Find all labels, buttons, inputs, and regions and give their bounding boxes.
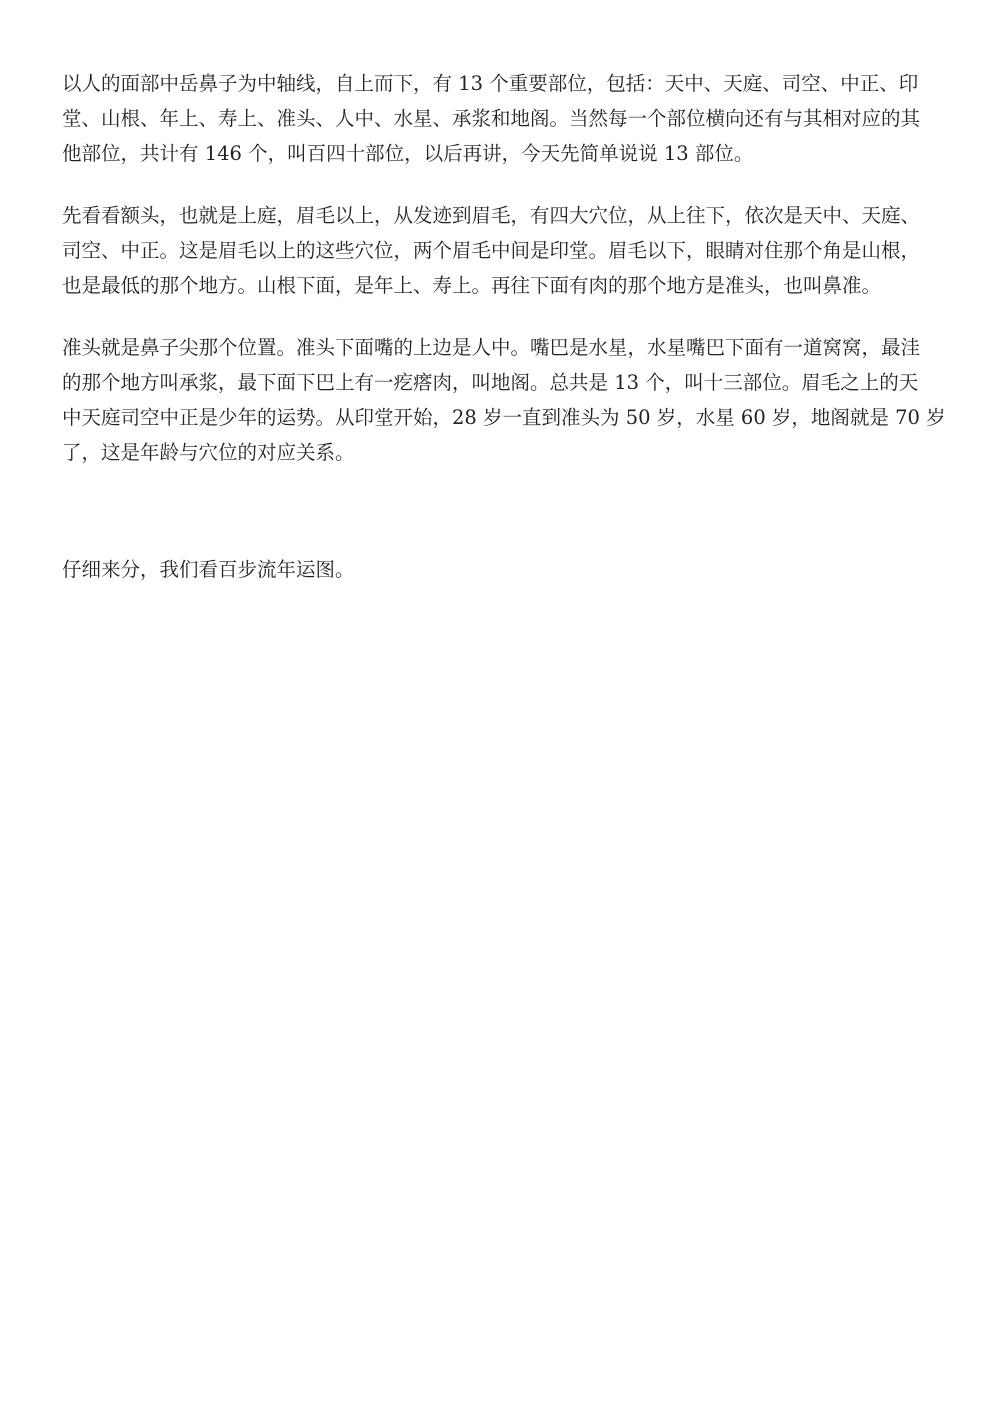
paragraph-thirteen-positions [62, 66, 942, 171]
spacer [62, 497, 942, 552]
text-line: 他部位，共计有 146 个，叫百四十部位，以后再讲，今天先简单说说 13 部位。 [62, 142, 754, 165]
paragraph-forehead [62, 198, 942, 303]
text-line: 也是最低的那个地方。山根下面，是年上、寿上。再往下面有肉的那个地方是准头，也叫鼻准。 [62, 274, 882, 297]
text-line: 以人的面部中岳鼻子为中轴线，自上而下，有 13 个重要部位，包括：天中、天庭、司空、中正、印 [62, 72, 919, 95]
text-line: 先看看额头，也就是上庭，眉毛以上，从发迹到眉毛，有四大穴位，从上往下，依次是天中、天庭、 [62, 204, 921, 227]
document-body [62, 66, 946, 614]
text-line: 仔细来分，我们看百步流年运图。 [62, 558, 355, 581]
text-line: 堂、山根、年上、寿上、准头、人中、水星、承浆和地阁。当然每一个部位横向还有与其相对应的其 [62, 107, 921, 130]
text-line: 准头就是鼻子尖那个位置。准头下面嘴的上边是人中。嘴巴是水星，水星嘴巴下面有一道窝窝，最洼 [62, 336, 921, 359]
text-line: 的那个地方叫承浆，最下面下巴上有一疙瘩肉，叫地阁。总共是 13 个，叫十三部位。眉毛之上的天 [62, 371, 919, 394]
paragraph-closing [62, 552, 942, 587]
text-line: 中天庭司空中正是少年的运势。从印堂开始，28 岁一直到准头为 50 岁，水星 60 岁，地阁就是 70 岁 [62, 406, 946, 429]
paragraph-nose-tip [62, 330, 946, 470]
text-line: 了，这是年龄与穴位的对应关系。 [62, 441, 355, 464]
text-line: 司空、中正。这是眉毛以上的这些穴位，两个眉毛中间是印堂。眉毛以下，眼睛对住那个角是山根， [62, 239, 921, 262]
